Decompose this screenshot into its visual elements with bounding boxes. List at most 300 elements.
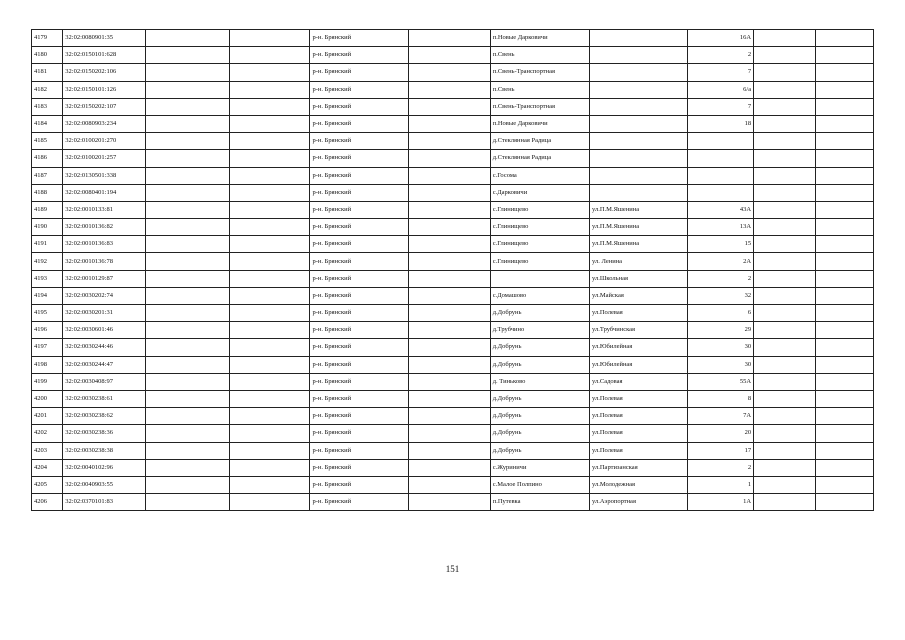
row-number-cell: 4196 [32,322,63,339]
street-cell: ул.Юбилейная [590,356,688,373]
empty-column-cell [754,305,816,322]
row-number-cell: 4180 [32,47,63,64]
empty-column-cell [408,133,490,150]
row-number-cell: 4186 [32,150,63,167]
table-row [32,167,874,184]
empty-column-cell [754,356,816,373]
empty-column-cell [754,425,816,442]
empty-column-cell [754,442,816,459]
empty-column-cell [229,184,310,201]
cadastral-number-cell: 32:02:0130501:338 [63,167,146,184]
empty-column-cell [146,253,229,270]
house-number-cell: 20 [688,425,754,442]
row-number-cell: 4191 [32,236,63,253]
settlement-cell: д.Стеклянная Радица [490,133,589,150]
empty-column-cell [408,305,490,322]
district-cell: р-н. Брянский [310,133,408,150]
empty-column-cell [754,270,816,287]
cadastral-number-cell: 32:02:0030244:47 [63,356,146,373]
empty-column-cell [408,408,490,425]
district-cell: р-н. Брянский [310,184,408,201]
settlement-cell: п.Свень-Транспортная [490,98,589,115]
empty-column-cell [408,287,490,304]
empty-column-cell [408,442,490,459]
settlement-cell: п.Свень-Транспортная [490,64,589,81]
empty-column-cell [146,47,229,64]
empty-column-cell [229,201,310,218]
house-number-cell: 1А [688,494,754,511]
empty-column-cell [754,287,816,304]
house-number-cell: 15 [688,236,754,253]
empty-column-cell [815,236,873,253]
row-number-cell: 4184 [32,115,63,132]
empty-column-cell [815,219,873,236]
empty-column-cell [408,219,490,236]
district-cell: р-н. Брянский [310,64,408,81]
empty-column-cell [408,184,490,201]
settlement-cell: д.Стеклянная Радица [490,150,589,167]
row-number-cell: 4189 [32,201,63,218]
table-row [32,408,874,425]
settlement-cell: п.Путевка [490,494,589,511]
empty-column-cell [408,390,490,407]
empty-column-cell [229,305,310,322]
empty-column-cell [408,167,490,184]
street-cell: ул.Трубчинская [590,322,688,339]
cadastral-number-cell: 32:02:0030202:74 [63,287,146,304]
empty-column-cell [815,201,873,218]
row-number-cell: 4185 [32,133,63,150]
empty-column-cell [229,64,310,81]
empty-column-cell [229,253,310,270]
street-cell [590,184,688,201]
table-row [32,184,874,201]
empty-column-cell [229,339,310,356]
empty-column-cell [815,476,873,493]
table-row [32,322,874,339]
table-row [32,459,874,476]
settlement-cell: п.Новые Дарковичи [490,30,589,47]
empty-column-cell [754,236,816,253]
empty-column-cell [229,270,310,287]
house-number-cell: 32 [688,287,754,304]
settlement-cell: с.Глинищево [490,253,589,270]
settlement-cell: с.Глинищево [490,236,589,253]
table-row [32,494,874,511]
settlement-cell: д. Тиньково [490,373,589,390]
empty-column-cell [146,201,229,218]
house-number-cell: 6/а [688,81,754,98]
empty-column-cell [408,115,490,132]
house-number-cell: 7 [688,98,754,115]
empty-column-cell [146,442,229,459]
house-number-cell [688,167,754,184]
house-number-cell [688,184,754,201]
empty-column-cell [815,459,873,476]
row-number-cell: 4199 [32,373,63,390]
house-number-cell [688,133,754,150]
street-cell [590,133,688,150]
cadastral-number-cell: 32:02:0030238:36 [63,425,146,442]
empty-column-cell [229,219,310,236]
street-cell: ул.Полевая [590,390,688,407]
house-number-cell: 18 [688,115,754,132]
empty-column-cell [229,459,310,476]
empty-column-cell [754,339,816,356]
table-row [32,305,874,322]
empty-column-cell [815,494,873,511]
settlement-cell: д.Трубчино [490,322,589,339]
empty-column-cell [146,184,229,201]
row-number-cell: 4179 [32,30,63,47]
empty-column-cell [754,150,816,167]
table-row [32,81,874,98]
cadastral-number-cell: 32:02:0030244:46 [63,339,146,356]
cadastral-number-cell: 32:02:0030238:62 [63,408,146,425]
district-cell: р-н. Брянский [310,115,408,132]
empty-column-cell [146,236,229,253]
settlement-cell [490,270,589,287]
empty-column-cell [408,322,490,339]
street-cell: ул.Аэропортная [590,494,688,511]
settlement-cell: д.Добрунь [490,408,589,425]
empty-column-cell [146,287,229,304]
house-number-cell: 17 [688,442,754,459]
district-cell: р-н. Брянский [310,167,408,184]
empty-column-cell [229,356,310,373]
street-cell: ул.П.М.Яшенина [590,201,688,218]
district-cell: р-н. Брянский [310,373,408,390]
street-cell [590,47,688,64]
empty-column-cell [408,64,490,81]
table-row [32,133,874,150]
empty-column-cell [408,270,490,287]
empty-column-cell [815,98,873,115]
street-cell: ул.П.М.Яшенина [590,236,688,253]
table-row [32,390,874,407]
empty-column-cell [815,47,873,64]
cadastral-number-cell: 32:02:0150101:126 [63,81,146,98]
cadastral-number-cell: 32:02:0010136:82 [63,219,146,236]
empty-column-cell [146,81,229,98]
street-cell: ул.Полевая [590,425,688,442]
row-number-cell: 4190 [32,219,63,236]
empty-column-cell [754,167,816,184]
empty-column-cell [815,115,873,132]
empty-column-cell [754,390,816,407]
cadastral-number-cell: 32:02:0040903:55 [63,476,146,493]
empty-column-cell [229,390,310,407]
empty-column-cell [229,167,310,184]
empty-column-cell [754,133,816,150]
row-number-cell: 4187 [32,167,63,184]
street-cell: ул.Майская [590,287,688,304]
empty-column-cell [229,442,310,459]
row-number-cell: 4203 [32,442,63,459]
street-cell [590,81,688,98]
empty-column-cell [229,494,310,511]
settlement-cell: п.Свень [490,47,589,64]
empty-column-cell [229,47,310,64]
row-number-cell: 4183 [32,98,63,115]
settlement-cell: д.Добрунь [490,305,589,322]
row-number-cell: 4192 [32,253,63,270]
row-number-cell: 4195 [32,305,63,322]
empty-column-cell [754,30,816,47]
table-row [32,339,874,356]
district-cell: р-н. Брянский [310,322,408,339]
empty-column-cell [815,150,873,167]
house-number-cell: 2 [688,459,754,476]
empty-column-cell [146,133,229,150]
empty-column-cell [815,408,873,425]
house-number-cell: 6 [688,305,754,322]
table-row [32,47,874,64]
empty-column-cell [146,270,229,287]
table-row [32,442,874,459]
table-row [32,270,874,287]
table-row [32,150,874,167]
settlement-cell: п.Новые Дарковичи [490,115,589,132]
row-number-cell: 4206 [32,494,63,511]
empty-column-cell [815,184,873,201]
registry-table [31,29,874,511]
empty-column-cell [815,442,873,459]
empty-column-cell [146,339,229,356]
row-number-cell: 4182 [32,81,63,98]
district-cell: р-н. Брянский [310,219,408,236]
registry-sheet [31,29,874,511]
house-number-cell: 29 [688,322,754,339]
empty-column-cell [146,390,229,407]
empty-column-cell [754,201,816,218]
empty-column-cell [229,115,310,132]
empty-column-cell [229,81,310,98]
empty-column-cell [815,270,873,287]
table-row [32,236,874,253]
settlement-cell: д.Добрунь [490,356,589,373]
empty-column-cell [754,253,816,270]
empty-column-cell [146,98,229,115]
empty-column-cell [408,476,490,493]
row-number-cell: 4188 [32,184,63,201]
empty-column-cell [754,115,816,132]
settlement-cell: с.Глинищево [490,201,589,218]
empty-column-cell [815,64,873,81]
district-cell: р-н. Брянский [310,442,408,459]
empty-column-cell [754,98,816,115]
cadastral-number-cell: 32:02:0080401:194 [63,184,146,201]
table-row [32,115,874,132]
empty-column-cell [146,322,229,339]
empty-column-cell [408,236,490,253]
table-row [32,425,874,442]
empty-column-cell [408,373,490,390]
empty-column-cell [815,253,873,270]
empty-column-cell [408,459,490,476]
empty-column-cell [408,425,490,442]
district-cell: р-н. Брянский [310,390,408,407]
row-number-cell: 4181 [32,64,63,81]
empty-column-cell [408,356,490,373]
settlement-cell: д.Добрунь [490,390,589,407]
table-row [32,356,874,373]
cadastral-number-cell: 32:02:0010133:81 [63,201,146,218]
house-number-cell: 30 [688,356,754,373]
table-row [32,219,874,236]
empty-column-cell [146,150,229,167]
row-number-cell: 4202 [32,425,63,442]
district-cell: р-н. Брянский [310,425,408,442]
empty-column-cell [754,81,816,98]
district-cell: р-н. Брянский [310,287,408,304]
row-number-cell: 4193 [32,270,63,287]
cadastral-number-cell: 32:02:0040102:96 [63,459,146,476]
district-cell: р-н. Брянский [310,305,408,322]
empty-column-cell [408,201,490,218]
table-row [32,30,874,47]
empty-column-cell [815,425,873,442]
empty-column-cell [754,219,816,236]
settlement-cell: с.Госома [490,167,589,184]
settlement-cell: п.Свень [490,81,589,98]
house-number-cell: 7 [688,64,754,81]
empty-column-cell [146,425,229,442]
district-cell: р-н. Брянский [310,98,408,115]
empty-column-cell [146,115,229,132]
empty-column-cell [815,390,873,407]
empty-column-cell [408,494,490,511]
empty-column-cell [146,494,229,511]
empty-column-cell [754,47,816,64]
house-number-cell: 13А [688,219,754,236]
table-row [32,373,874,390]
district-cell: р-н. Брянский [310,236,408,253]
settlement-cell: д.Добрунь [490,442,589,459]
empty-column-cell [408,253,490,270]
empty-column-cell [229,287,310,304]
row-number-cell: 4200 [32,390,63,407]
settlement-cell: д.Добрунь [490,339,589,356]
district-cell: р-н. Брянский [310,30,408,47]
street-cell: ул.Молодежная [590,476,688,493]
cadastral-number-cell: 32:02:0100201:270 [63,133,146,150]
house-number-cell [688,150,754,167]
empty-column-cell [815,167,873,184]
street-cell: ул. Ленина [590,253,688,270]
empty-column-cell [815,287,873,304]
empty-column-cell [146,64,229,81]
table-row [32,287,874,304]
row-number-cell: 4194 [32,287,63,304]
empty-column-cell [146,373,229,390]
empty-column-cell [229,322,310,339]
empty-column-cell [146,356,229,373]
empty-column-cell [754,408,816,425]
district-cell: р-н. Брянский [310,494,408,511]
street-cell [590,150,688,167]
empty-column-cell [408,30,490,47]
page-number: 151 [445,564,460,574]
table-body [32,30,874,511]
street-cell [590,30,688,47]
cadastral-number-cell: 32:02:0030238:38 [63,442,146,459]
district-cell: р-н. Брянский [310,150,408,167]
empty-column-cell [408,150,490,167]
empty-column-cell [229,30,310,47]
empty-column-cell [754,322,816,339]
row-number-cell: 4201 [32,408,63,425]
empty-column-cell [229,408,310,425]
street-cell [590,64,688,81]
cadastral-number-cell: 32:02:0030201:31 [63,305,146,322]
street-cell: ул.Партизанская [590,459,688,476]
street-cell: ул.Полевая [590,305,688,322]
row-number-cell: 4205 [32,476,63,493]
house-number-cell: 16А [688,30,754,47]
empty-column-cell [815,30,873,47]
cadastral-number-cell: 32:02:0370101:83 [63,494,146,511]
district-cell: р-н. Брянский [310,339,408,356]
empty-column-cell [815,339,873,356]
house-number-cell: 1 [688,476,754,493]
street-cell: ул.Школьная [590,270,688,287]
district-cell: р-н. Брянский [310,408,408,425]
cadastral-number-cell: 32:02:0030408:97 [63,373,146,390]
district-cell: р-н. Брянский [310,270,408,287]
empty-column-cell [815,356,873,373]
empty-column-cell [815,373,873,390]
district-cell: р-н. Брянский [310,356,408,373]
empty-column-cell [146,459,229,476]
empty-column-cell [754,184,816,201]
table-row [32,253,874,270]
settlement-cell: с.Глинищево [490,219,589,236]
street-cell: ул.Юбилейная [590,339,688,356]
house-number-cell: 2А [688,253,754,270]
empty-column-cell [146,219,229,236]
row-number-cell: 4197 [32,339,63,356]
empty-column-cell [229,150,310,167]
cadastral-number-cell: 32:02:0080901:35 [63,30,146,47]
empty-column-cell [229,476,310,493]
empty-column-cell [408,81,490,98]
empty-column-cell [815,305,873,322]
empty-column-cell [815,81,873,98]
house-number-cell: 8 [688,390,754,407]
empty-column-cell [754,494,816,511]
street-cell [590,98,688,115]
cadastral-number-cell: 32:02:0010129:87 [63,270,146,287]
cadastral-number-cell: 32:02:0150101:628 [63,47,146,64]
table-row [32,98,874,115]
cadastral-number-cell: 32:02:0030601:46 [63,322,146,339]
cadastral-number-cell: 32:02:0150202:106 [63,64,146,81]
house-number-cell: 2 [688,270,754,287]
house-number-cell: 55А [688,373,754,390]
cadastral-number-cell: 32:02:0030238:61 [63,390,146,407]
district-cell: р-н. Брянский [310,81,408,98]
table-row [32,64,874,81]
settlement-cell: с.Дарковичи [490,184,589,201]
row-number-cell: 4204 [32,459,63,476]
district-cell: р-н. Брянский [310,459,408,476]
empty-column-cell [408,339,490,356]
empty-column-cell [754,476,816,493]
cadastral-number-cell: 32:02:0080903:234 [63,115,146,132]
settlement-cell: д.Добрунь [490,425,589,442]
empty-column-cell [408,98,490,115]
